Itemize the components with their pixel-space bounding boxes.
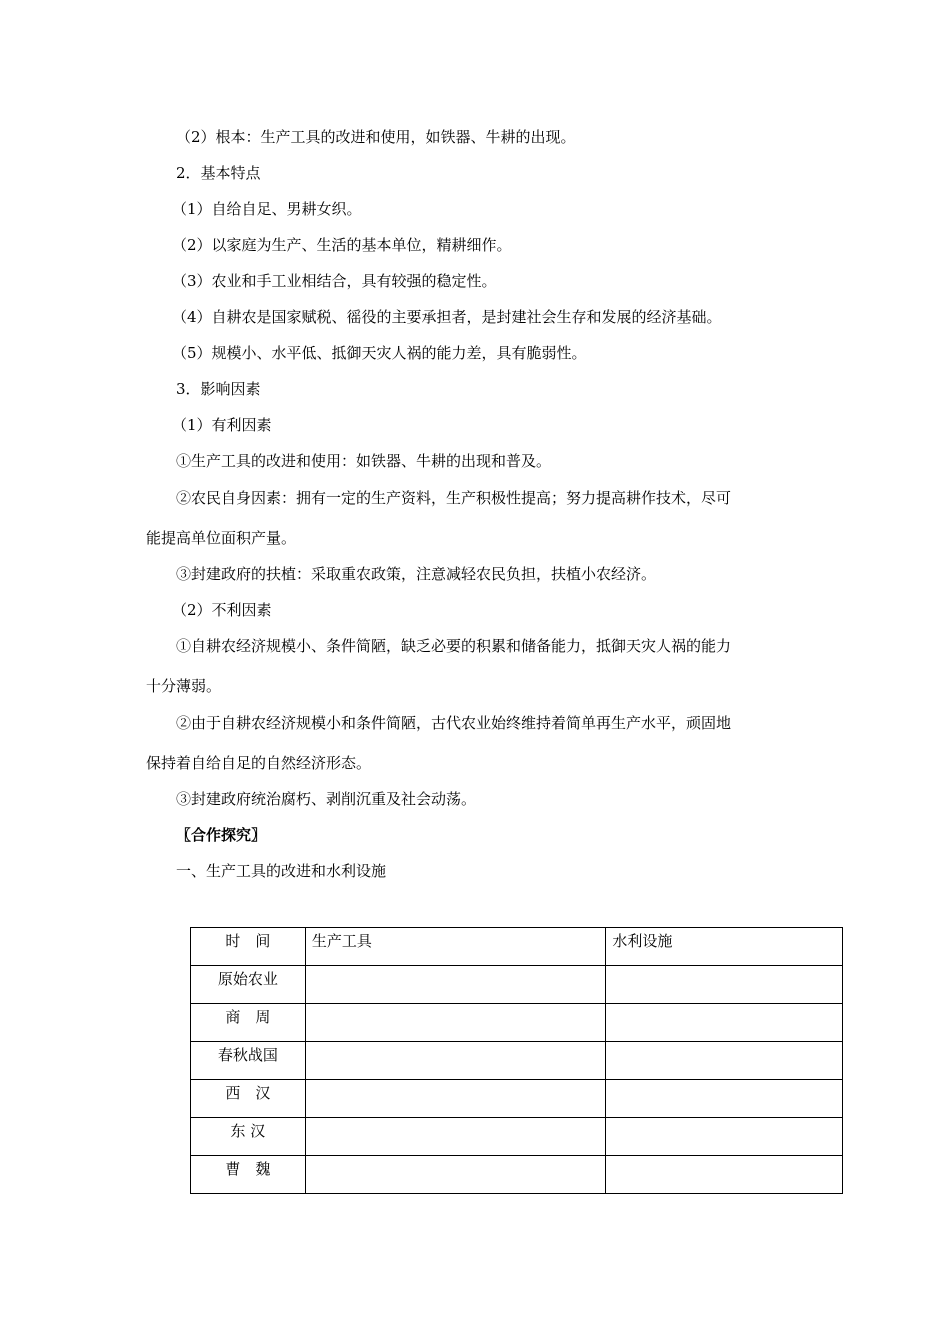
paragraph-feature-5: （5）规模小、水平低、抵御天灾人祸的能力差，具有脆弱性。 [172,344,587,362]
paragraph-feature-3: （3）农业和手工业相结合，具有较强的稳定性。 [172,272,497,290]
table-row [191,1118,843,1156]
table-header-row [191,928,843,966]
row-period-cell: 春秋战国 [191,1042,306,1080]
paragraph-unfavorable-1a: ①自耕农经济规模小、条件简陋，缺乏必要的积累和储备能力，抵御天灾人祸的能力 [176,637,732,655]
row-tools-cell[interactable] [305,1042,606,1080]
row-period-cell: 东 汉 [191,1118,306,1156]
row-irrigation-cell[interactable] [606,1156,843,1194]
row-irrigation-cell[interactable] [606,1004,843,1042]
paragraph-unfavorable-3: ③封建政府统治腐朽、剥削沉重及社会动荡。 [176,790,477,808]
table-row [191,1080,843,1118]
paragraph-feature-1: （1）自给自足、男耕女织。 [172,200,362,218]
row-tools-cell[interactable] [305,966,606,1004]
paragraph-root-cause: （2）根本：生产工具的改进和使用，如铁器、牛耕的出现。 [176,128,576,146]
row-tools-cell[interactable] [305,1156,606,1194]
heading-basic-features: 2．基本特点 [176,164,261,182]
paragraph-favorable-2b: 能提高单位面积产量。 [146,529,297,547]
paragraph-favorable-factors: （1）有利因素 [172,416,272,434]
table-row [191,1156,843,1194]
row-irrigation-cell[interactable] [606,1080,843,1118]
paragraph-unfavorable-2a: ②由于自耕农经济规模小和条件简陋，古代农业始终维持着简单再生产水平，顽固地 [176,714,732,732]
row-irrigation-cell[interactable] [606,1042,843,1080]
table-row [191,1004,843,1042]
row-period-cell: 原始农业 [191,966,306,1004]
subsection-heading-tools-irrigation: 一、生产工具的改进和水利设施 [176,862,387,880]
row-tools-cell[interactable] [305,1004,606,1042]
row-irrigation-cell[interactable] [606,1118,843,1156]
paragraph-feature-4: （4）自耕农是国家赋税、徭役的主要承担者，是封建社会生存和发展的经济基础。 [172,308,722,326]
heading-influencing-factors: 3．影响因素 [176,380,261,398]
table-row [191,1042,843,1080]
paragraph-feature-2: （2）以家庭为生产、生活的基本单位，精耕细作。 [172,236,512,254]
paragraph-favorable-2a: ②农民自身因素：拥有一定的生产资料，生产积极性提高；努力提高耕作技术，尽可 [176,489,732,507]
header-cell-period: 时 间 [191,928,306,966]
paragraph-favorable-1: ①生产工具的改进和使用：如铁器、牛耕的出现和普及。 [176,452,552,470]
table-row [191,966,843,1004]
paragraph-unfavorable-factors: （2）不利因素 [172,601,272,619]
tools-irrigation-table [190,927,843,1194]
paragraph-unfavorable-1b: 十分薄弱。 [146,677,222,695]
header-cell-tools: 生产工具 [305,928,606,966]
row-tools-cell[interactable] [305,1080,606,1118]
paragraph-favorable-3: ③封建政府的扶植：采取重农政策，注意减轻农民负担，扶植小农经济。 [176,565,657,583]
row-irrigation-cell[interactable] [606,966,843,1004]
row-period-cell: 商 周 [191,1004,306,1042]
row-period-cell: 曹 魏 [191,1156,306,1194]
row-tools-cell[interactable] [305,1118,606,1156]
header-cell-irrigation: 水利设施 [606,928,843,966]
paragraph-unfavorable-2b: 保持着自给自足的自然经济形态。 [146,754,372,772]
row-period-cell: 西 汉 [191,1080,306,1118]
section-heading-cooperative-inquiry: 〖合作探究〗 [176,826,267,844]
